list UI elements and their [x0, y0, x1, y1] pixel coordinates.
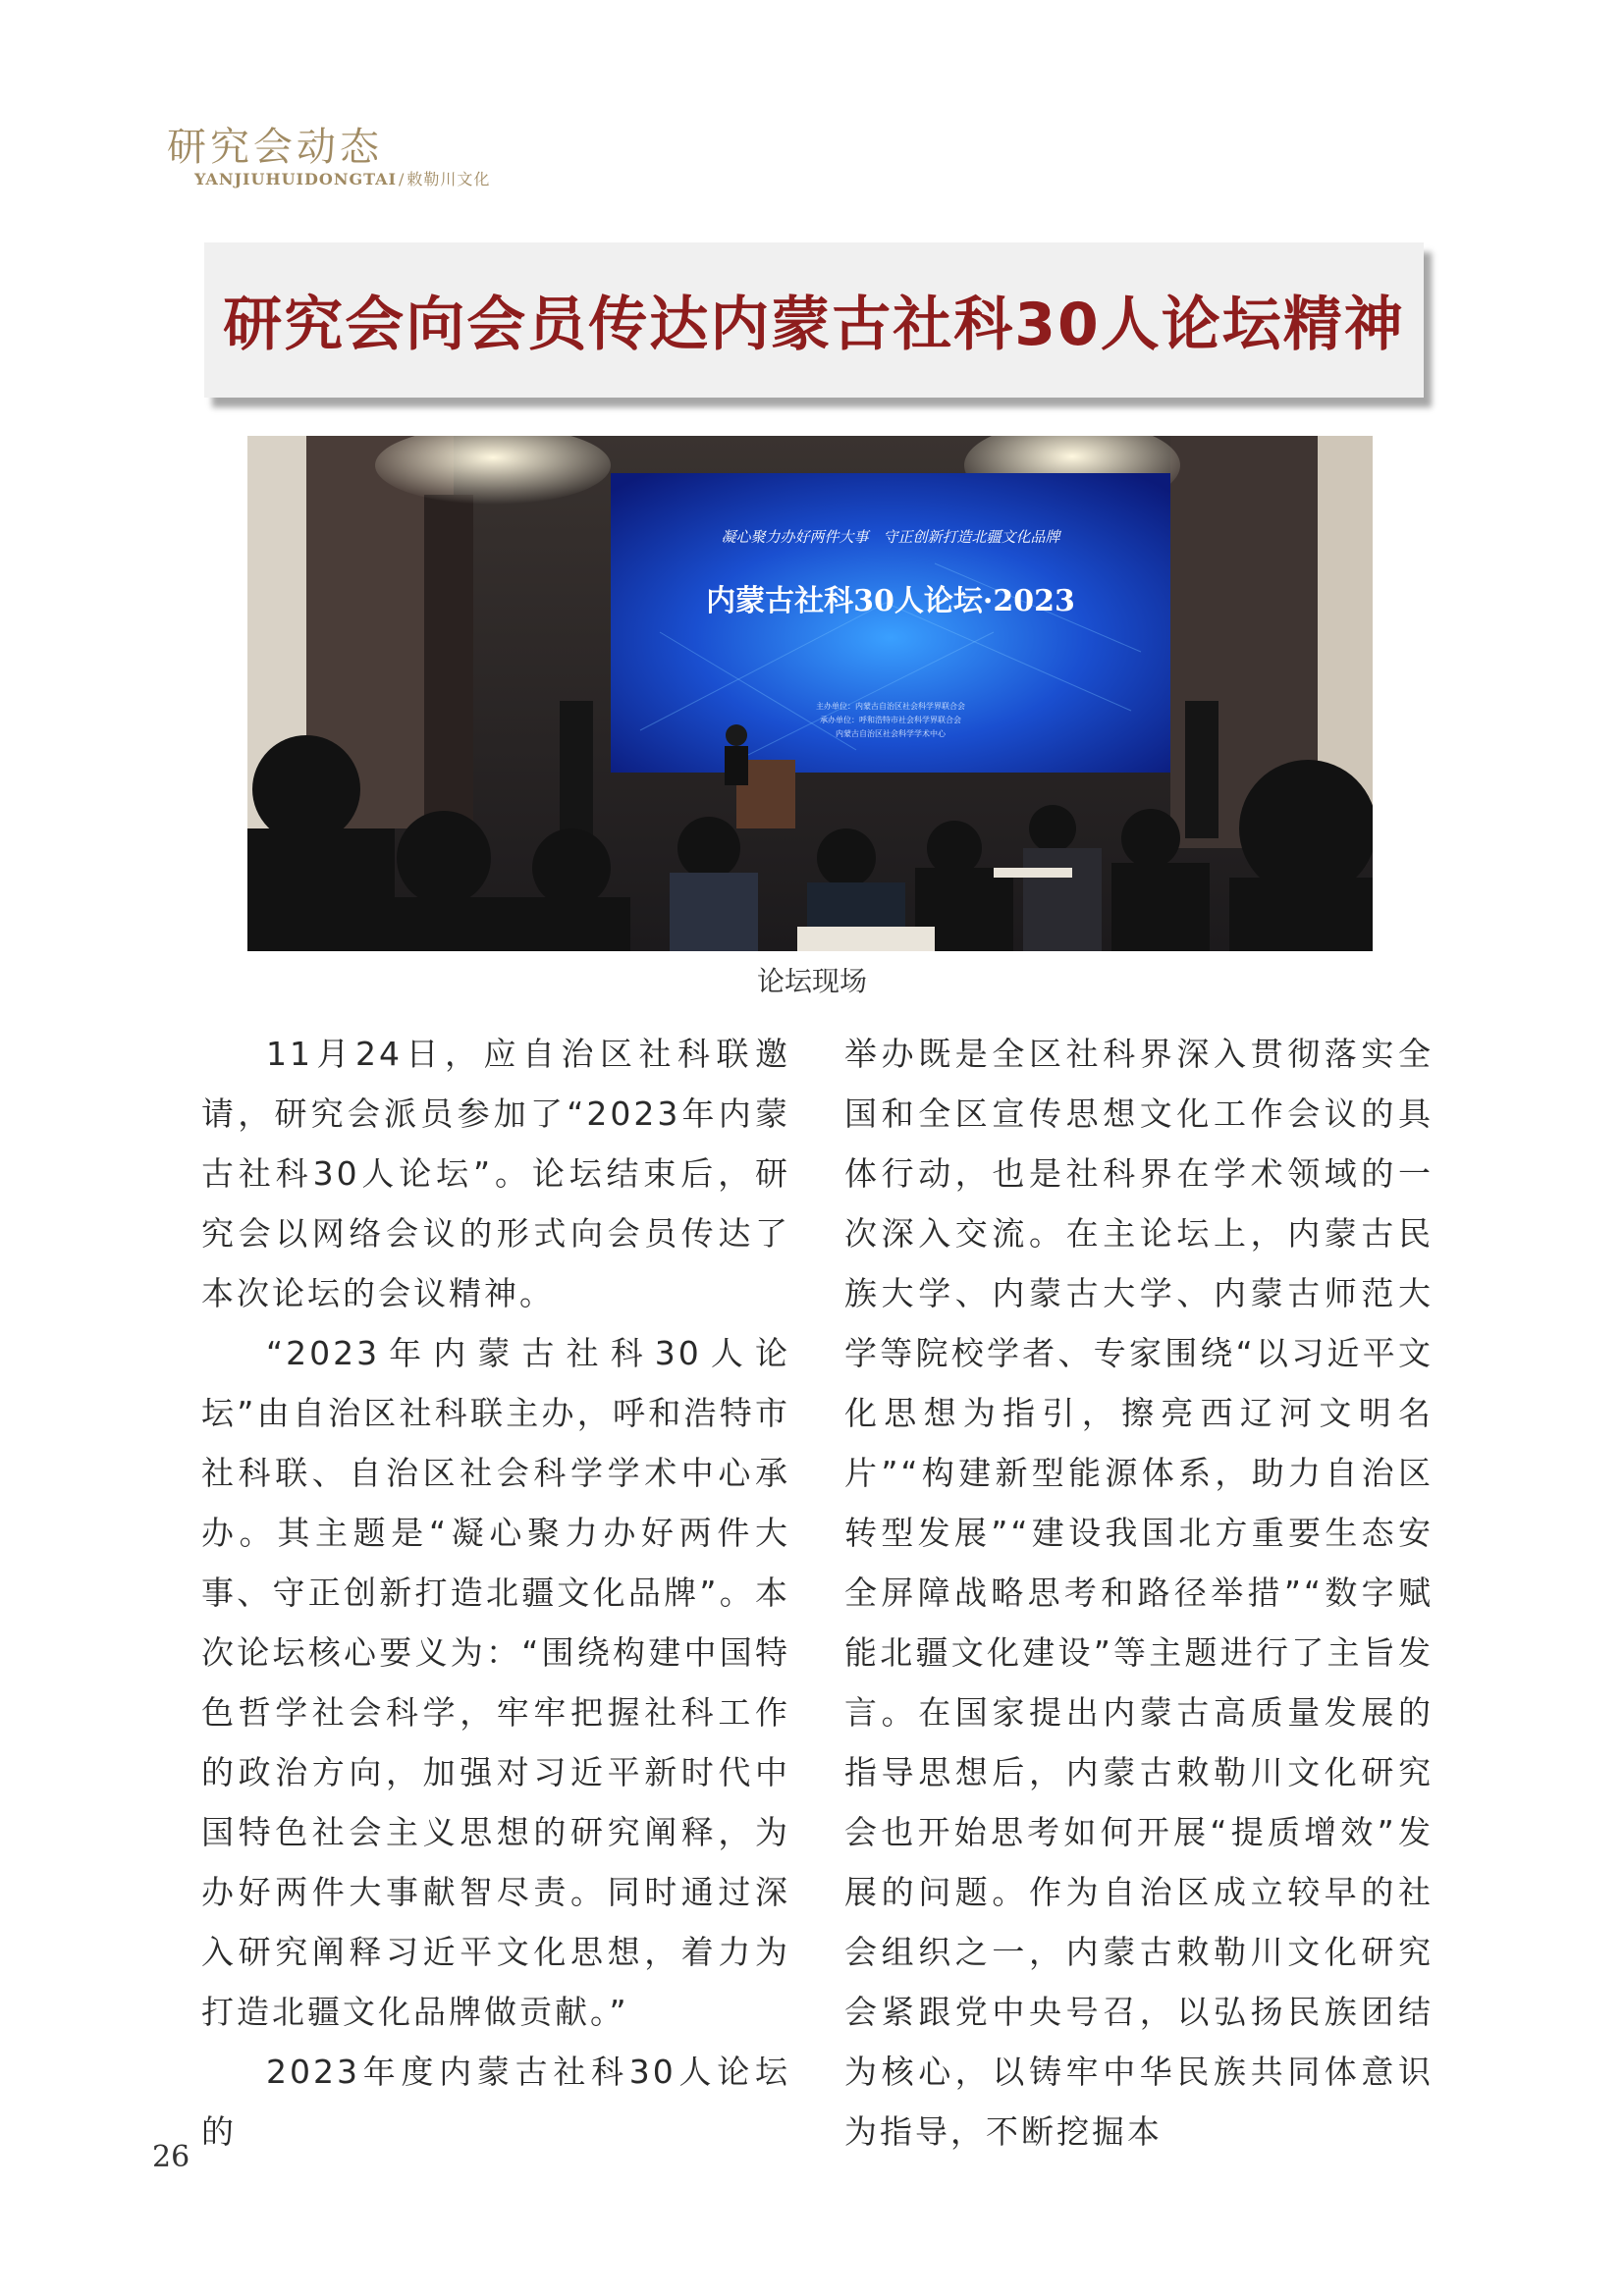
- left-paragraph-2: “2023年内蒙古社科30人论坛”由自治区社科联主办，呼和浩特市社科联、自治区社会科学学术中心承办。其主题是“凝心聚力办好两件大事、守正创新打造北疆文化品牌”。本次论坛核心要义为：“围绕构建中国特色哲学社会科学，牢牢把握社科工作的政治方向，加强对习近平新时代中国特色社会主义思想的研究阐释，为办好两件大事献智尽责。同时通过深入研究阐释习近平文化思想，着力为打造北疆文化品牌做贡献。”: [201, 1334, 790, 2031]
- left-paragraph-1: 11月24日，应自治区社科联邀请，研究会派员参加了“2023年内蒙古社科30人论坛”。论坛结束后，研究会以网络会议的形式向会员传达了本次论坛的会议精神。: [201, 1035, 790, 1312]
- forum-photo: [247, 436, 1373, 951]
- article-title: 研究会向会员传达内蒙古社科30人论坛精神: [223, 291, 1405, 359]
- right-column: [844, 1024, 1434, 2162]
- page-number: 26: [152, 2140, 190, 2174]
- stage-screen: [611, 473, 1170, 773]
- brand-name: 敕勒川文化: [406, 170, 491, 188]
- section-title: 研究会动态: [167, 125, 383, 170]
- right-paragraph-1: 举办既是全区社科界深入贯彻落实全国和全区宣传思想文化工作会议的具体行动，也是社科界在学术领域的一次深入交流。在主论坛上，内蒙古民族大学、内蒙古大学、内蒙古师范大学等院校学者、专家围绕“以习近平文化思想为指引，擦亮西辽河文明名片”“构建新型能源体系，助力自治区转型发展”“建设我国北方重要生态安全屏障战略思考和路径举措”“数字赋能北疆文化建设”等主题进行了主旨发言。在国家提出内蒙古高质量发展的指导思想后，内蒙古敕勒川文化研究会也开始思考如何开展“提质增效”发展的问题。作为自治区成立较早的社会组织之一，内蒙古敕勒川文化研究会紧跟党中央号召，以弘扬民族团结为核心，以铸牢中华民族共同体意识为指导，不断挖掘本: [844, 1035, 1434, 2151]
- section-subtitle: [194, 167, 490, 189]
- screen-org-1: 主办单位：内蒙古自治区社会科学界联合会: [816, 702, 965, 711]
- left-paragraph-3: 2023年度内蒙古社科30人论坛的: [201, 2053, 790, 2151]
- screen-slogan: 凝心聚力办好两件大事 守正创新打造北疆文化品牌: [721, 528, 1060, 546]
- screen-org-2: 承办单位：呼和浩特市社会科学界联合会: [820, 716, 961, 724]
- section-pinyin: YANJIUHUIDONGTAI: [194, 170, 398, 188]
- separator: /: [399, 170, 406, 188]
- left-column: [201, 1024, 790, 2162]
- screen-title: 内蒙古社科30人论坛·2023: [706, 584, 1075, 618]
- screen-org-3: 内蒙古自治区社会科学学术中心: [836, 729, 946, 738]
- article-title-box: [204, 242, 1424, 398]
- photo-caption: 论坛现场: [756, 965, 867, 997]
